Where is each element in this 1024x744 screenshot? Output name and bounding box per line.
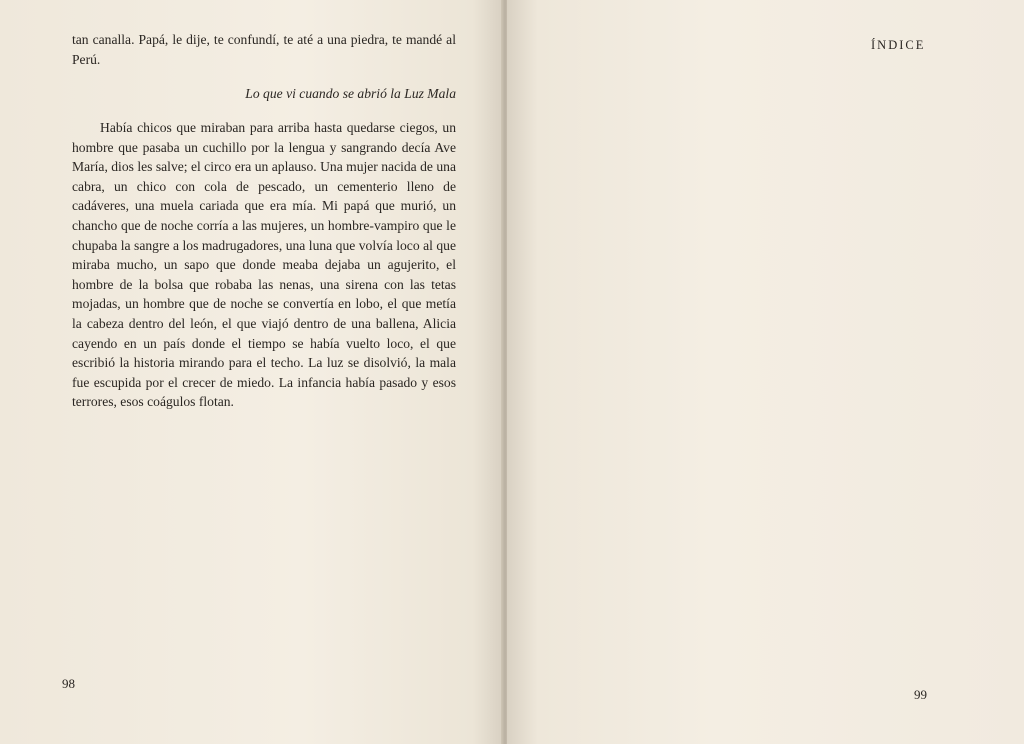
page-number-right: 99 bbox=[914, 687, 927, 702]
section-title: Lo que vi cuando se abrió la Luz Mala bbox=[245, 86, 456, 101]
opening-text: tan canalla. Papá, le dije, te confundí, te até a una piedra, te mandé al Perú. bbox=[72, 32, 456, 67]
left-page bbox=[0, 0, 503, 744]
body-paragraph: Había chicos que miraban para arriba hasta quedarse ciegos, un hombre que pasaba un cuchillo por la lengua y sangrando decía Ave María, dios les salve; el circo era un aplauso. Una mujer nacida de una cabra, un chico con cola de pescado, un cementerio lleno de cadáveres, una muela cariada que era mía. Mi papá que murió, un chancho que de noche corría a las mujeres, un hombre-vampiro que le chupaba la sangre a los madrugadores, una luna que volvía loco al que miraba mucho, un sapo que donde meaba dejaba un agujerito, el hombre de la bolsa que robaba las nenas, una sirena con las tetas mojadas, un hombre que de noche se convertía en lobo, el que metía la cabeza dentro del león, el que viajó dentro de una ballena, Alicia cayendo en un país donde el tiempo se había vuelto loco, el que escribió la historia mirando para el techo. La luz se disolvió, la mala fue escupida por el crecer de miedo. La infancia había pasado y esos terrores, esos coágulos flotan. bbox=[72, 120, 456, 410]
page-number-left: 98 bbox=[62, 676, 75, 691]
index-heading: ÍNDICE bbox=[871, 38, 926, 52]
right-page bbox=[507, 0, 1024, 744]
